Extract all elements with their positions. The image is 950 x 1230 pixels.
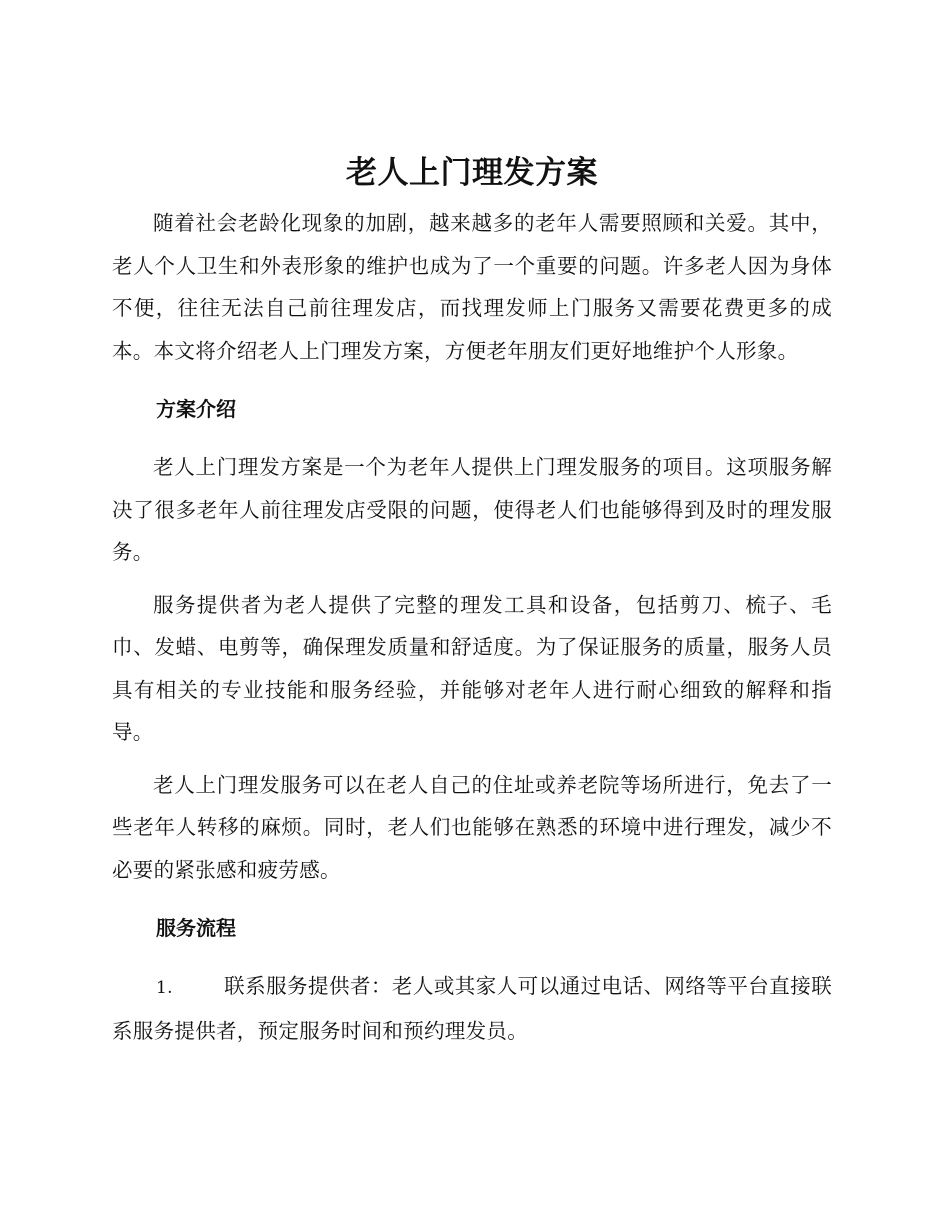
section-heading-intro: 方案介绍 [156, 397, 236, 421]
paragraph: 老人上门理发服务可以在老人自己的住址或养老院等场所进行，免去了一些老年人转移的麻烦。同时，老人们也能够在熟悉的环境中进行理发，减少不必要的紧张感和疲劳感。 [112, 772, 832, 882]
list-item-text: 联系服务提供者：老人或其家人可以通过电话、网络等平台直接联系服务提供者，预定服务时间和预约理发员。 [112, 974, 832, 1043]
list-item [112, 965, 832, 1052]
paragraph: 老人上门理发方案是一个为老年人提供上门理发服务的项目。这项服务解决了很多老年人前往理发店受限的问题，使得老人们也能够得到及时的理发服务。 [112, 455, 832, 564]
intro-paragraph: 随着社会老龄化现象的加剧，越来越多的老年人需要照顾和关爱。其中，老人个人卫生和外表形象的维护也成为了一个重要的问题。许多老人因为身体不便，往往无法自己前往理发店，而找理发师上门服务又需要花费更多的成本。本文将介绍老人上门理发方案，方便老年朋友们更好地维护个人形象。 [112, 211, 832, 363]
paragraph: 服务提供者为老人提供了完整的理发工具和设备，包括剪刀、梳子、毛巾、发蜡、电剪等，确保理发质量和舒适度。为了保证服务的质量，服务人员具有相关的专业技能和服务经验，并能够对老年人进行耐心细致的解释和指导。 [112, 592, 832, 744]
document-title: 老人上门理发方案 [346, 155, 598, 191]
list-item-number: 1. [156, 978, 173, 998]
section-heading-process: 服务流程 [156, 916, 236, 940]
document-page [112, 148, 832, 1052]
